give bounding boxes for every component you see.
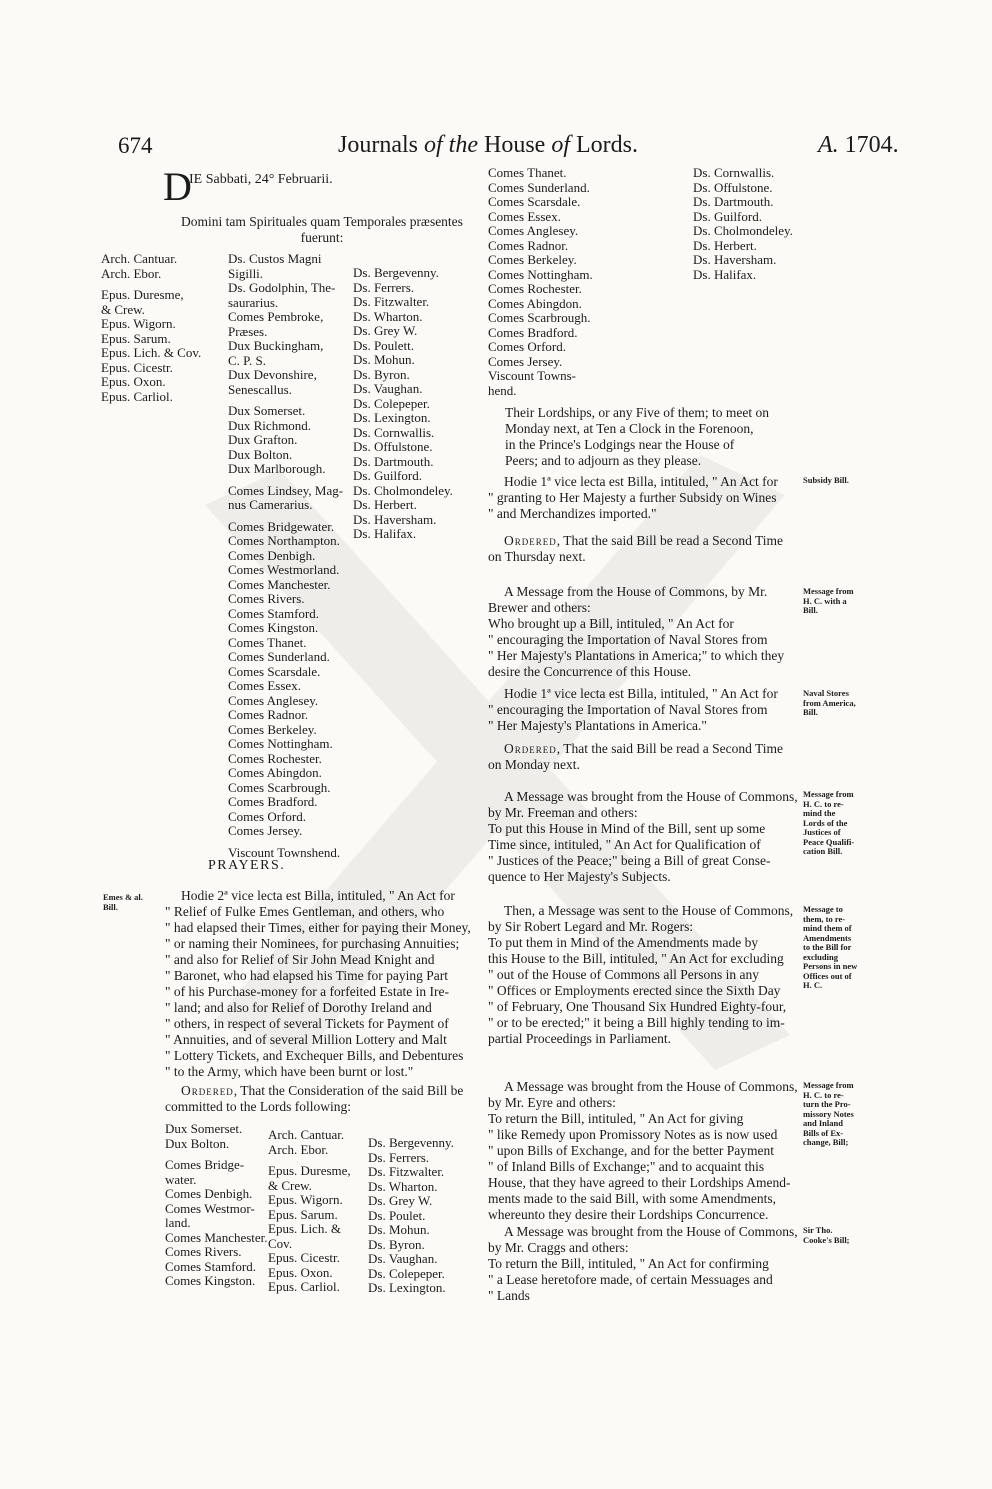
text-line: on Thursday next.: [488, 549, 586, 564]
text-line: C. P. S.: [228, 352, 266, 368]
naval-message-paragraph: [488, 584, 800, 680]
text-line: Dux Bolton.: [165, 1135, 230, 1151]
text-line: House, that they have agreed to their Lordships Amend-: [488, 1175, 791, 1190]
text-line: Comes Thanet.: [488, 165, 567, 180]
text-line: " land; and also for Relief of Dorothy Ireland and: [165, 1000, 432, 1015]
text-line: Viscount Towns-: [488, 368, 576, 383]
text-line: Comes Scarsdale.: [488, 194, 581, 209]
page-title: Journals of the House of Lords.: [338, 132, 638, 158]
text-line: " of February, One Thousand Six Hundred Eighty-four,: [488, 999, 787, 1014]
text-line: Emes & al.: [103, 892, 143, 902]
subsidy-ordered: [488, 533, 800, 565]
text-line: Ds. Dartmouth.: [693, 194, 774, 209]
text-line: Offices out of: [803, 970, 852, 981]
text-line: " a Lease heretofore made, of certain Messuages and: [488, 1272, 773, 1287]
text-line: Monday next, at Ten a Clock in the Forenoon,: [505, 421, 754, 436]
text-line: by Sir Robert Legard and Mr. Rogers:: [488, 919, 694, 934]
text-line: Comes Stamford.: [228, 605, 319, 621]
attendance-column-barons: [353, 266, 453, 542]
text-line: missory Notes: [803, 1108, 854, 1119]
text-line: Ds. Cholmondeley.: [693, 223, 793, 238]
margin-note-naval-bill: [803, 689, 856, 718]
text-line: Comes Northampton.: [228, 533, 340, 548]
text-line: Dux Buckingham,: [228, 338, 324, 353]
text-line: A Message was brought from the House of Commons,: [504, 1224, 798, 1239]
text-line: Arch. Cantuar.: [101, 251, 178, 266]
text-line: Who brought up a Bill, intituled, " An Act for: [488, 616, 734, 631]
text-line: Comes Bradford.: [488, 324, 578, 340]
lordships-meeting: [505, 405, 795, 469]
text-line: " like Remedy upon Promissory Notes as is now used: [488, 1127, 778, 1142]
text-line: by Mr. Freeman and others:: [488, 805, 638, 820]
text-line: by Mr. Craggs and others:: [488, 1240, 629, 1255]
text-line: " Lands: [488, 1288, 530, 1303]
text-line: Comes Rivers.: [228, 591, 305, 606]
text-line: " of Inland Bills of Exchange;" and to acquaint this: [488, 1159, 765, 1174]
text-line: Ordered, That the Consideration of the said Bill be: [181, 1083, 464, 1098]
text-line: nus Camerarius.: [228, 497, 313, 512]
text-line: " Lottery Tickets, and Exchequer Bills, and Debentures: [165, 1048, 464, 1063]
legard-message-paragraph: [488, 903, 800, 1047]
text-line: Cov.: [268, 1235, 293, 1251]
text-line: quence to Her Majesty's Subjects.: [488, 869, 671, 884]
text-line: Time since, intituled, " An Act for Qualification of: [488, 837, 761, 852]
attendance-column-bishops: [101, 252, 201, 404]
text-line: by Mr. Eyre and others:: [488, 1095, 616, 1110]
committee-order: [165, 1083, 475, 1115]
text-line: Comes Sunderland.: [228, 649, 330, 664]
right-committee-column-2: [693, 166, 793, 282]
text-line: Comes Kingston.: [228, 620, 319, 635]
text-line: Comes Rivers.: [165, 1244, 242, 1259]
emes-bill-paragraph: [165, 888, 475, 1080]
text-line: Message from: [803, 586, 854, 596]
text-line: " to the Army, which have been burnt or lost.": [165, 1064, 414, 1079]
margin-note-cooke: [803, 1226, 850, 1245]
text-line: Ds. Colepeper.: [353, 395, 430, 411]
text-line: Epus. Carliol.: [268, 1279, 340, 1294]
text-line: Epus. Cicestr.: [268, 1250, 340, 1265]
text-line: Dux Bolton.: [228, 446, 293, 462]
text-line: water.: [165, 1171, 197, 1187]
text-line: Lords of the: [803, 817, 848, 828]
text-line: Ds. Ferrers.: [353, 279, 415, 295]
text-line: excluding: [803, 951, 838, 962]
text-line: Comes Bridgewater.: [228, 518, 335, 534]
text-line: Comes Rochester.: [488, 281, 582, 296]
text-line: " and also for Relief of Sir John Mead Knight and: [165, 952, 435, 967]
text-line: to the Bill for: [803, 942, 852, 952]
text-line: A Message from the House of Commons, by Mr.: [504, 584, 768, 599]
text-line: Comes Essex.: [488, 208, 561, 224]
text-line: Sir Tho.: [803, 1225, 833, 1235]
text-line: Ds. Wharton.: [368, 1178, 438, 1194]
text-line: Hodie 1ª vice lecta est Billa, intituled, " An Act for: [504, 474, 778, 489]
text-line: & Crew.: [268, 1177, 312, 1193]
text-line: Ds. Fitzwalter.: [353, 294, 430, 309]
text-line: Ds. Colepeper.: [368, 1265, 445, 1281]
text-line: Comes Anglesey.: [228, 692, 319, 708]
text-line: Bills of Ex-: [803, 1127, 844, 1138]
text-line: Comes Radnor.: [488, 237, 569, 253]
text-line: land.: [165, 1215, 191, 1230]
text-line: in the Prince's Lodgings near the House of: [505, 437, 735, 452]
text-line: Comes Nottingham.: [228, 736, 333, 751]
text-line: Dux Marlborough.: [228, 461, 326, 476]
text-line: Præses.: [228, 323, 268, 339]
text-line: Ds. Bergevenny.: [353, 265, 439, 280]
text-line: Dux Grafton.: [228, 432, 298, 447]
text-line: Comes Bridge-: [165, 1157, 245, 1172]
text-line: Justices of: [803, 827, 841, 837]
text-line: Epus. Duresme,: [101, 287, 184, 302]
text-line: Epus. Sarum.: [101, 330, 171, 346]
text-line: Bill.: [103, 901, 118, 912]
text-line: Comes Lindsey, Mag-: [228, 482, 344, 498]
text-line: To put this House in Mind of the Bill, sent up some: [488, 821, 766, 836]
text-line: " encouraging the Importation of Naval Stores from: [488, 702, 768, 717]
text-line: Dux Richmond.: [228, 417, 312, 433]
committee-column-2: [268, 1128, 351, 1295]
text-line: Viscount Townshend.: [228, 844, 341, 860]
text-line: Arch. Ebor.: [268, 1141, 329, 1157]
text-line: Ds. Halifax.: [353, 526, 417, 541]
text-line: mind them of: [803, 923, 852, 933]
text-line: " had elapsed their Times, either for paying their Money,: [165, 920, 471, 935]
text-line: Subsidy Bill.: [803, 475, 849, 485]
committee-column-3: [368, 1136, 454, 1296]
text-line: Ds. Haversham.: [693, 252, 777, 267]
text-line: Ds. Herbert.: [693, 237, 757, 253]
text-line: Ds. Grey W.: [353, 323, 418, 338]
text-line: Ds. Dartmouth.: [353, 453, 434, 469]
cooke-message-paragraph: [488, 1224, 800, 1304]
text-line: To return the Bill, intituled, " An Act for giving: [488, 1111, 744, 1126]
text-line: Comes Sunderland.: [488, 179, 590, 195]
text-line: Ds. Guilford.: [353, 468, 422, 483]
text-line: Senescallus.: [228, 381, 292, 397]
justices-message-paragraph: [488, 789, 800, 885]
text-line: committed to the Lords following:: [165, 1099, 351, 1114]
text-line: Persons in new: [803, 961, 858, 971]
text-line: Dux Somerset.: [228, 403, 306, 418]
text-line: change, Bill;: [803, 1137, 849, 1147]
text-line: " Justices of the Peace;" being a Bill of great Conse-: [488, 853, 771, 868]
text-line: " Baronet, who had elapsed his Time for paying Part: [165, 968, 448, 983]
text-line: H. C. to re-: [803, 798, 844, 809]
text-line: Comes Jersey.: [228, 823, 303, 838]
text-line: Ds. Cornwallis.: [353, 424, 435, 440]
text-line: Ds. Grey W.: [368, 1193, 433, 1208]
text-line: Epus. Carliol.: [101, 388, 173, 404]
text-line: Comes Orford.: [228, 808, 306, 824]
text-line: Ds. Haversham.: [353, 511, 437, 527]
text-line: Ordered, That the said Bill be read a Second Time: [504, 741, 783, 756]
right-committee-column-1: [488, 166, 593, 398]
text-line: hend.: [488, 382, 517, 398]
text-line: Ds. Halifax.: [693, 266, 757, 282]
prayers-heading: PRAYERS.: [208, 858, 286, 873]
text-line: whereunto they desire their Lordships Concurrence.: [488, 1207, 769, 1222]
text-line: Epus. Oxon.: [268, 1264, 333, 1280]
text-line: " Offices or Employments erected since the Sixth Day: [488, 983, 781, 998]
sitting-date: IE Sabbati, 24° Februarii.: [189, 172, 333, 187]
year-label: A. 1704.: [818, 132, 899, 158]
drop-cap: D: [163, 164, 192, 209]
text-line: Ds. Guilford.: [693, 208, 762, 224]
text-line: Comes Essex.: [228, 678, 301, 693]
text-line: Brewer and others:: [488, 600, 591, 615]
text-line: Ds. Fitzwalter.: [368, 1164, 445, 1179]
text-line: " of his Purchase-money for a forfeited Estate in Ire-: [165, 984, 450, 999]
naval-bill-paragraph: [488, 686, 800, 734]
text-line: " Her Majesty's Plantations in America.": [488, 718, 707, 733]
text-line: Comes Radnor.: [228, 707, 309, 722]
text-line: H. C. to re-: [803, 1089, 844, 1100]
text-line: Comes Anglesey.: [488, 223, 579, 238]
text-line: from America,: [803, 697, 856, 708]
text-line: Bill.: [803, 605, 818, 615]
text-line: Ds. Godolphin, The-: [228, 280, 336, 295]
text-line: Epus. Sarum.: [268, 1206, 338, 1222]
text-line: Ds. Lexington.: [368, 1280, 446, 1295]
text-line: ments made to the said Bill, with some Amendments,: [488, 1191, 776, 1206]
text-line: Comes Westmor-: [165, 1200, 255, 1216]
text-line: A Message was brought from the House of Commons,: [504, 789, 798, 804]
text-line: Arch. Ebor.: [101, 265, 162, 281]
text-line: Comes Orford.: [488, 339, 566, 354]
text-line: Message from: [803, 1080, 854, 1090]
text-line: Comes Denbigh.: [165, 1186, 253, 1201]
margin-note-promissory: [803, 1081, 854, 1148]
text-line: " upon Bills of Exchange, and for the better Payment: [488, 1143, 774, 1158]
text-line: " Her Majesty's Plantations in America;" to which they: [488, 648, 785, 663]
text-line: Comes Abingdon.: [488, 295, 582, 311]
text-line: them, to re-: [803, 913, 846, 924]
text-line: Comes Stamford.: [165, 1258, 256, 1274]
text-line: desire the Concurrence of this House.: [488, 664, 692, 679]
text-line: Comes Abingdon.: [228, 765, 322, 780]
text-line: turn the Pro-: [803, 1099, 851, 1109]
margin-note-subsidy: [803, 476, 849, 486]
text-line: " Annuities, and of several Million Lottery and Malt: [165, 1032, 447, 1047]
text-line: mind the: [803, 808, 836, 818]
margin-note-emes: [103, 893, 143, 912]
text-line: " encouraging the Importation of Naval Stores from: [488, 632, 768, 647]
text-line: Comes Jersey.: [488, 353, 563, 369]
text-line: Ds. Vaughan.: [368, 1251, 438, 1266]
text-line: Ds. Ferrers.: [368, 1149, 430, 1165]
page-number: 674: [118, 133, 153, 158]
text-line: this House to the Bill, intituled, " An Act for excluding: [488, 951, 784, 966]
margin-note-justices: [803, 790, 854, 857]
text-line: " Relief of Fulke Emes Gentleman, and others, who: [165, 904, 445, 919]
text-line: Their Lordships, or any Five of them; to meet on: [505, 405, 769, 420]
text-line: Arch. Cantuar.: [268, 1127, 345, 1142]
text-line: Amendments: [803, 932, 852, 943]
text-line: Peace Qualifi-: [803, 836, 855, 847]
text-line: Epus. Wigorn.: [268, 1192, 343, 1207]
text-line: " or naming their Nominees, for purchasing Annuities;: [165, 936, 460, 951]
text-line: A Message was brought from the House of Commons,: [504, 1079, 798, 1094]
present-heading: Domini tam Spirituales quam Temporales præsentes fuerunt:: [181, 214, 463, 245]
promissory-message-paragraph: [488, 1079, 800, 1223]
text-line: Epus. Oxon.: [101, 374, 166, 389]
text-line: Epus. Duresme,: [268, 1163, 351, 1178]
text-line: Ds. Wharton.: [353, 308, 423, 324]
text-line: Comes Bradford.: [228, 794, 318, 809]
text-line: Ds. Offulstone.: [353, 439, 433, 454]
text-line: H. C. with a: [803, 595, 847, 606]
margin-note-naval-message: [803, 587, 854, 616]
text-line: To put them in Mind of the Amendments made by: [488, 935, 759, 950]
committee-column-1: [165, 1122, 268, 1289]
text-line: Bill.: [803, 707, 818, 717]
text-line: Peers; and to adjourn as they please.: [505, 453, 702, 468]
text-line: Ds. Cholmondeley.: [353, 482, 453, 498]
text-line: Message to: [803, 904, 843, 914]
text-line: Epus. Wigorn.: [101, 316, 176, 331]
text-line: Ds. Herbert.: [353, 497, 417, 512]
text-line: Cooke's Bill;: [803, 1234, 850, 1245]
text-line: Comes Berkeley.: [488, 252, 577, 267]
text-line: Ds. Byron.: [353, 366, 410, 382]
text-line: Ds. Poulett.: [353, 337, 415, 353]
text-line: Comes Kingston.: [165, 1273, 256, 1288]
text-line: and Inland: [803, 1118, 843, 1128]
text-line: " out of the House of Commons all Persons in any: [488, 967, 759, 982]
text-line: Ds. Custos Magni: [228, 251, 322, 266]
text-line: Naval Stores: [803, 688, 849, 698]
text-line: Comes Rochester.: [228, 750, 322, 766]
text-line: Ds. Mohun.: [353, 352, 415, 367]
text-line: " and Merchandizes imported.": [488, 506, 657, 521]
text-line: Dux Somerset.: [165, 1121, 243, 1136]
naval-ordered: [488, 741, 800, 773]
text-line: Ordered, That the said Bill be read a Second Time: [504, 533, 783, 548]
attendance-column-peers: [228, 252, 343, 860]
text-line: Epus. Cicestr.: [101, 359, 173, 375]
text-line: H. C.: [803, 980, 823, 990]
text-line: Ds. Bergevenny.: [368, 1135, 454, 1150]
subsidy-bill-paragraph: [488, 474, 800, 522]
text-line: Comes Denbigh.: [228, 547, 316, 563]
text-line: Dux Devonshire,: [228, 367, 317, 382]
text-line: Epus. Lich. & Cov.: [101, 345, 202, 360]
text-line: Ds. Offulstone.: [693, 179, 773, 195]
text-line: Comes Scarbrough.: [228, 779, 331, 795]
text-line: Epus. Lich. &: [268, 1221, 341, 1236]
text-line: " others, in respect of several Tickets for Payment of: [165, 1016, 449, 1031]
text-line: & Crew.: [101, 301, 145, 317]
text-line: Ds. Lexington.: [353, 410, 431, 425]
text-line: " granting to Her Majesty a further Subsidy on Wines: [488, 490, 777, 505]
text-line: cation Bill.: [803, 846, 843, 856]
text-line: Comes Scarbrough.: [488, 310, 591, 325]
text-line: Ds. Mohun.: [368, 1222, 430, 1237]
text-line: saurarius.: [228, 294, 279, 310]
text-line: Ds. Byron.: [368, 1236, 425, 1252]
text-line: Ds. Vaughan.: [353, 381, 423, 396]
text-line: Sigilli.: [228, 265, 264, 281]
text-line: Message from: [803, 789, 854, 799]
text-line: Comes Westmorland.: [228, 562, 340, 577]
text-line: To return the Bill, intituled, " An Act for confirming: [488, 1256, 769, 1271]
text-line: on Monday next.: [488, 757, 580, 772]
text-line: Then, a Message was sent to the House of Commons,: [504, 903, 794, 918]
text-line: Comes Scarsdale.: [228, 663, 321, 679]
text-line: Hodie 1ª vice lecta est Billa, intituled, " An Act for: [504, 686, 778, 701]
text-line: Ds. Poulet.: [368, 1207, 426, 1223]
text-line: " or to be erected;" it being a Bill highly tending to im-: [488, 1015, 785, 1030]
text-line: Comes Berkeley.: [228, 721, 317, 737]
text-line: Ds. Cornwallis.: [693, 165, 775, 180]
text-line: partial Proceedings in Parliament.: [488, 1031, 671, 1046]
text-line: Comes Thanet.: [228, 634, 307, 650]
margin-note-legard: [803, 905, 857, 991]
text-line: Comes Manchester.: [165, 1229, 268, 1245]
text-line: Comes Manchester.: [228, 576, 331, 592]
text-line: Comes Pembroke,: [228, 309, 324, 324]
text-line: Comes Nottingham.: [488, 266, 593, 282]
text-line: Hodie 2ª vice lecta est Billa, intituled, " An Act for: [181, 888, 455, 903]
